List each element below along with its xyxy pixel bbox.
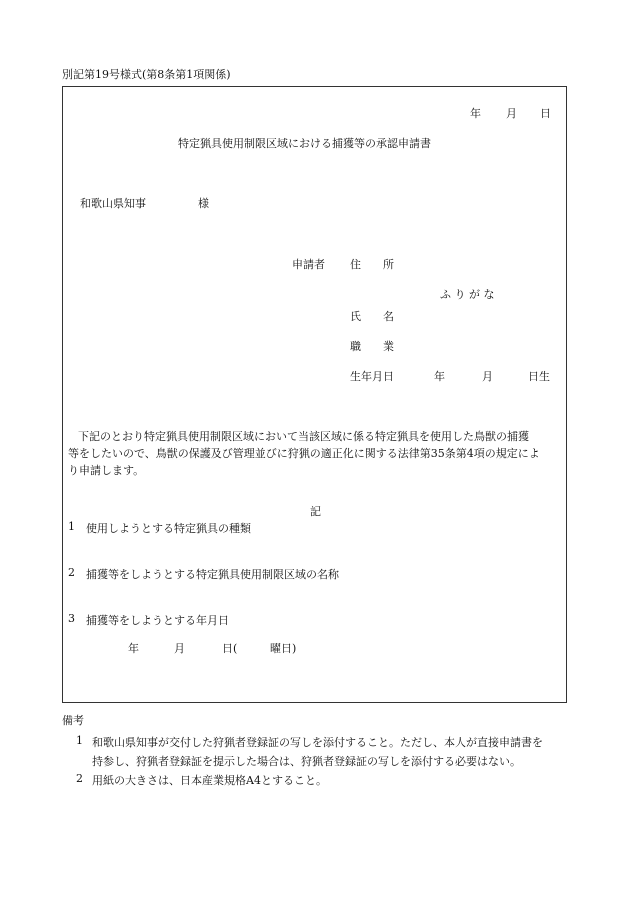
body-text-line-3: り申請します。 [68,464,145,477]
capture-month-label: 月 [174,642,185,655]
item-1-text: 使用しようとする特定猟具の種類 [86,522,251,535]
birth-day-label: 日生 [528,370,550,383]
address-label: 住 所 [350,258,394,271]
date-year-label: 年 [470,107,481,120]
item-2-text: 捕獲等をしようとする特定猟具使用制限区域の名称 [86,568,339,581]
name-label: 氏 名 [350,310,394,323]
capture-year-label: 年 [128,642,139,655]
capture-day-label: 日( [222,642,238,655]
ki-heading: 記 [310,505,321,518]
note-1-line-1: 和歌山県知事が交付した狩猟者登録証の写しを添付すること。ただし、本人が直接申請書を [92,736,543,749]
date-month-label: 月 [506,107,517,120]
note-1-number: 1 [76,734,83,747]
note-1-line-2: 持参し、狩猟者登録証を提示した場合は、狩猟者登録証の写しを添付する必要はない。 [92,755,521,768]
note-2-number: 2 [76,772,83,785]
body-text-line-2: 等をしたいので、鳥獣の保護及び管理並びに狩猟の適正化に関する法律第35条第4項の規定によ [68,447,540,460]
item-1-number: 1 [68,520,75,533]
occupation-label: 職 業 [350,340,394,353]
item-3-text: 捕獲等をしようとする年月日 [86,614,229,627]
addressee-name: 和歌山県知事 [80,197,146,210]
notes-heading: 備考 [62,714,84,727]
application-form [62,86,567,703]
birth-year-label: 年 [434,370,445,383]
item-2-number: 2 [68,566,75,579]
form-title: 特定猟具使用制限区域における捕獲等の承認申請書 [178,137,431,150]
form-number: 別記第19号様式(第8条第1項関係) [62,68,231,81]
birthdate-label: 生年月日 [350,370,394,383]
birth-month-label: 月 [482,370,493,383]
addressee-honorific: 様 [198,197,209,210]
body-text-line-1: 下記のとおり特定猟具使用制限区域において当該区域に係る特定猟具を使用した鳥獣の捕獲 [78,430,529,443]
capture-weekday-label: 曜日) [270,642,297,655]
furigana-label: ふ り が な [440,288,495,301]
note-2-text: 用紙の大きさは、日本産業規格A4とすること。 [92,774,327,787]
date-day-label: 日 [540,107,551,120]
item-3-number: 3 [68,612,75,625]
applicant-label: 申請者 [292,258,325,271]
